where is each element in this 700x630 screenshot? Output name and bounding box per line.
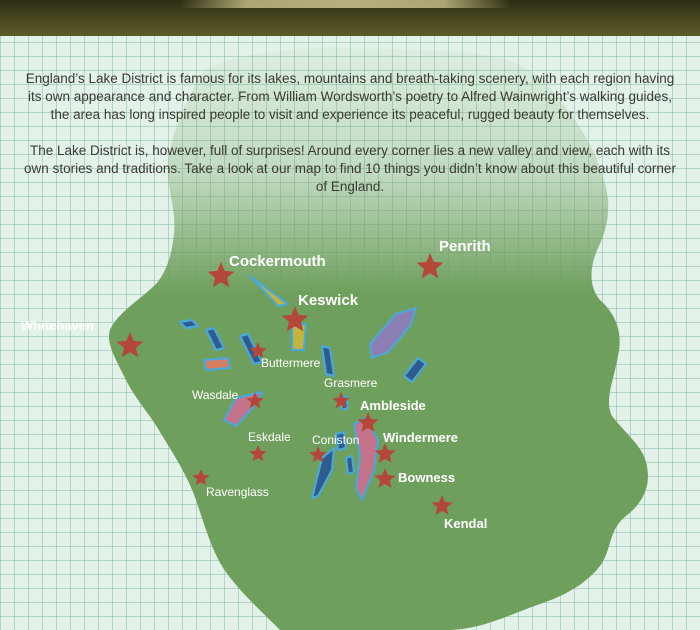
place-label-keswick: Keswick (298, 292, 359, 309)
place-label-bowness: Bowness (398, 470, 456, 485)
place-label-grasmere: Grasmere (324, 376, 378, 390)
place-label-ambleside: Ambleside (360, 398, 426, 413)
intro-paragraph-1: England’s Lake District is famous for its lakes, mountains and breath-taking scenery, with each region having its own appearance and character. From William Wordsworth’s poetry to Alfred Wainwright’s walking guides, the area has long inspired people to visit and experience its peaceful, rugged beauty for themselves. (25, 71, 675, 122)
place-label-kendal: Kendal (444, 516, 488, 531)
intro-paragraph-2: The Lake District is, however, full of surprises! Around every corner lies a new valley and view, each with its own stories and traditions. Take a look at our map to find 10 things you didn’t know about this beautiful corner of England. (24, 143, 676, 194)
place-label-eskdale: Eskdale (248, 430, 291, 444)
lake-small-south (346, 456, 354, 474)
place-label-ravenglass: Ravenglass (206, 485, 269, 499)
place-label-windermere: Windermere (383, 430, 459, 445)
place-label-buttermere: Buttermere (261, 356, 321, 370)
place-label-whitehaven: Whitehaven (21, 318, 94, 333)
place-label-coniston: Coniston (312, 433, 360, 447)
place-label-penrith: Penrith (439, 238, 491, 255)
place-label-cockermouth: Cockermouth (229, 253, 326, 270)
lake-ennerdale (204, 358, 230, 370)
place-label-wasdale: Wasdale (192, 388, 239, 402)
